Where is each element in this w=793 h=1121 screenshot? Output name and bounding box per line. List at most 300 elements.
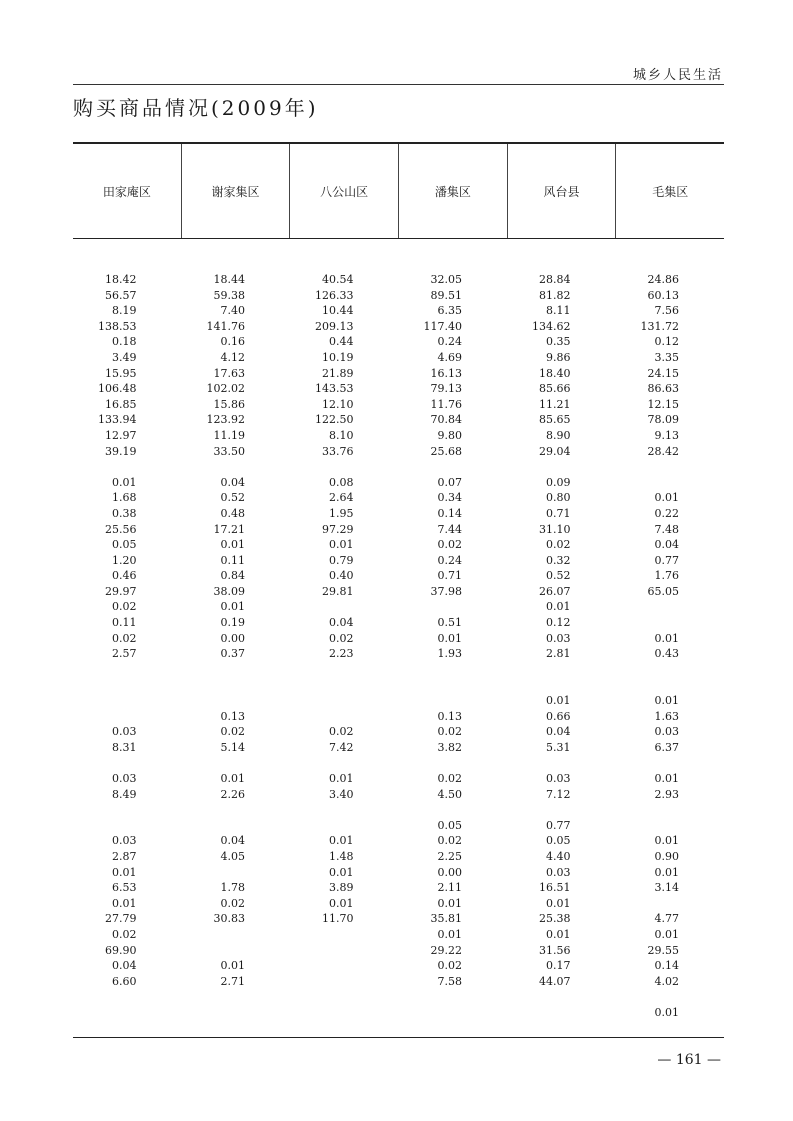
table-cell <box>290 709 399 725</box>
table-cell: 9.86 <box>546 350 571 364</box>
column-header: 八公山区 <box>289 144 398 238</box>
table-cell <box>290 943 399 959</box>
table-cell: 5.14 <box>220 740 245 754</box>
table-cell <box>182 1005 291 1021</box>
table-cell: 7.42 <box>329 740 354 754</box>
table-row <box>73 865 724 881</box>
table-cell: 9.13 <box>654 428 679 442</box>
table-cell <box>616 818 725 834</box>
table-row <box>73 444 724 460</box>
table-row <box>73 849 724 865</box>
table-row <box>73 631 724 647</box>
table-row <box>73 303 724 319</box>
column-header: 潘集区 <box>398 144 507 238</box>
table-cell: 69.90 <box>105 943 137 957</box>
table-cell: 60.13 <box>647 288 679 302</box>
table-cell: 25.38 <box>539 912 571 926</box>
table-cell: 16.13 <box>430 366 462 380</box>
table-cell: 18.44 <box>213 273 245 286</box>
table-cell: 97.29 <box>322 522 354 536</box>
table-cell: 0.01 <box>220 600 245 614</box>
table-cell: 0.48 <box>220 506 245 520</box>
table-row <box>73 288 724 304</box>
table-cell: 0.01 <box>654 834 679 848</box>
table-cell: 0.11 <box>112 616 137 630</box>
table-row <box>73 927 724 943</box>
table-row <box>73 412 724 428</box>
table-cell <box>290 927 399 943</box>
page-title: 购买商品情况(2009年) <box>73 96 319 120</box>
table-cell <box>290 818 399 834</box>
table-cell: 0.04 <box>220 475 245 489</box>
table-row <box>73 787 724 803</box>
table-cell: 11.21 <box>539 397 571 411</box>
table-row <box>73 397 724 413</box>
table-cell: 4.69 <box>437 350 462 364</box>
table-cell: 21.89 <box>322 366 354 380</box>
table-cell: 7.56 <box>654 304 679 318</box>
table-cell: 0.43 <box>654 647 679 661</box>
table-cell: 56.57 <box>105 288 137 302</box>
table-row <box>73 833 724 849</box>
row-spacer <box>73 677 724 693</box>
table-cell: 0.01 <box>329 834 354 848</box>
table-cell: 8.90 <box>546 428 571 442</box>
table-row <box>73 615 724 631</box>
table-cell: 0.01 <box>437 896 462 910</box>
table-cell: 29.97 <box>105 584 137 598</box>
table-cell: 131.72 <box>640 319 679 333</box>
table-cell: 0.01 <box>654 694 679 708</box>
table-cell: 8.11 <box>546 304 571 318</box>
data-table <box>73 142 724 1021</box>
table-cell: 25.56 <box>105 522 137 536</box>
table-cell: 0.02 <box>437 959 462 973</box>
table-cell: 18.42 <box>105 273 137 286</box>
table-cell: 134.62 <box>532 319 571 333</box>
table-row <box>73 693 724 709</box>
table-cell: 0.13 <box>437 709 462 723</box>
table-cell: 0.03 <box>546 631 571 645</box>
table-cell: 117.40 <box>423 319 462 333</box>
table-row <box>73 381 724 397</box>
table-cell: 70.84 <box>430 413 462 427</box>
table-cell <box>290 599 399 615</box>
table-cell: 2.57 <box>112 647 137 661</box>
table-cell: 18.40 <box>539 366 571 380</box>
table-row <box>73 740 724 756</box>
column-header: 风台县 <box>507 144 616 238</box>
table-cell: 31.10 <box>539 522 571 536</box>
table-cell: 1.48 <box>329 849 354 863</box>
table-cell: 0.40 <box>329 569 354 583</box>
table-cell: 8.49 <box>112 787 137 801</box>
table-cell: 15.95 <box>105 366 137 380</box>
table-cell: 0.01 <box>546 600 571 614</box>
table-cell: 29.55 <box>647 943 679 957</box>
table-row <box>73 646 724 662</box>
table-cell: 0.02 <box>437 834 462 848</box>
table-cell: 29.04 <box>539 444 571 458</box>
table-cell: 2.26 <box>220 787 245 801</box>
table-cell: 1.68 <box>112 491 137 505</box>
table-cell <box>616 615 725 631</box>
table-cell: 7.40 <box>220 304 245 318</box>
table-row <box>73 350 724 366</box>
table-cell: 0.51 <box>437 616 462 630</box>
table-cell: 31.56 <box>539 943 571 957</box>
table-cell <box>182 693 291 709</box>
table-row <box>73 911 724 927</box>
table-cell: 0.01 <box>220 538 245 552</box>
table-cell: 0.01 <box>112 475 137 489</box>
table-row <box>73 475 724 491</box>
table-cell: 0.12 <box>546 616 571 630</box>
table-cell: 0.01 <box>546 927 571 941</box>
table-cell: 0.01 <box>654 927 679 941</box>
table-cell <box>182 865 291 881</box>
table-cell: 0.00 <box>437 865 462 879</box>
table-cell: 1.76 <box>654 569 679 583</box>
table-cell: 0.01 <box>437 631 462 645</box>
table-cell <box>616 599 725 615</box>
table-row <box>73 334 724 350</box>
table-cell: 0.00 <box>220 631 245 645</box>
table-cell: 0.02 <box>112 631 137 645</box>
table-cell: 65.05 <box>647 584 679 598</box>
table-cell: 29.81 <box>322 584 354 598</box>
row-spacer <box>73 802 724 818</box>
table-cell: 0.03 <box>546 865 571 879</box>
table-cell: 0.01 <box>220 959 245 973</box>
table-cell: 0.03 <box>112 772 137 785</box>
table-cell <box>399 693 508 709</box>
table-cell <box>73 818 182 834</box>
table-cell: 17.21 <box>213 522 245 536</box>
table-cell: 0.01 <box>329 896 354 910</box>
table-row <box>73 896 724 912</box>
table-cell: 29.22 <box>430 943 462 957</box>
table-cell: 0.05 <box>546 834 571 848</box>
table-cell: 0.01 <box>220 772 245 785</box>
table-cell <box>507 1005 616 1021</box>
table-cell: 0.79 <box>329 553 354 567</box>
footer-rule <box>73 1037 724 1038</box>
table-cell: 0.05 <box>112 538 137 552</box>
table-cell: 37.98 <box>430 584 462 598</box>
table-cell: 0.01 <box>654 631 679 645</box>
table-cell: 7.48 <box>654 522 679 536</box>
table-cell: 0.03 <box>112 834 137 848</box>
table-row <box>73 724 724 740</box>
table-cell: 0.46 <box>112 569 137 583</box>
row-spacer <box>73 459 724 475</box>
table-cell: 0.02 <box>546 538 571 552</box>
table-row <box>73 428 724 444</box>
table-row <box>73 974 724 990</box>
table-cell: 123.92 <box>206 413 245 427</box>
table-cell: 141.76 <box>206 319 245 333</box>
table-cell: 1.95 <box>329 506 354 520</box>
table-cell <box>399 599 508 615</box>
table-cell: 1.20 <box>112 553 137 567</box>
table-cell: 0.01 <box>112 896 137 910</box>
table-cell: 85.65 <box>539 413 571 427</box>
table-cell: 2.64 <box>329 491 354 505</box>
table-cell: 6.35 <box>437 304 462 318</box>
running-head: 城乡人民生活 <box>632 68 723 83</box>
table-cell: 0.35 <box>546 335 571 349</box>
table-row <box>73 553 724 569</box>
table-row <box>73 943 724 959</box>
table-cell: 17.63 <box>213 366 245 380</box>
table-cell <box>399 1005 508 1021</box>
table-cell: 1.93 <box>437 647 462 661</box>
table-cell: 0.02 <box>220 725 245 739</box>
table-cell <box>290 958 399 974</box>
table-cell: 0.90 <box>654 849 679 863</box>
table-cell: 0.18 <box>112 335 137 349</box>
table-cell: 4.77 <box>654 912 679 926</box>
table-cell: 6.53 <box>112 881 137 895</box>
table-cell: 0.16 <box>220 335 245 349</box>
table-cell: 15.86 <box>213 397 245 411</box>
table-row <box>73 568 724 584</box>
table-cell: 10.44 <box>322 304 354 318</box>
table-cell: 0.24 <box>437 335 462 349</box>
table-cell: 4.02 <box>654 974 679 988</box>
table-cell: 16.51 <box>539 881 571 895</box>
table-cell: 0.77 <box>654 553 679 567</box>
table-cell: 133.94 <box>98 413 137 427</box>
table-cell: 28.42 <box>647 444 679 458</box>
table-cell: 4.12 <box>220 350 245 364</box>
table-cell: 0.04 <box>654 538 679 552</box>
table-cell: 0.01 <box>329 772 354 785</box>
table-cell: 0.02 <box>329 725 354 739</box>
table-cell: 27.79 <box>105 912 137 926</box>
page-number: — 161 — <box>657 1052 721 1068</box>
table-cell: 209.13 <box>315 319 354 333</box>
table-cell: 2.11 <box>437 881 462 895</box>
table-cell: 3.40 <box>329 787 354 801</box>
table-cell: 0.38 <box>112 506 137 520</box>
table-cell: 0.11 <box>220 553 245 567</box>
table-cell: 0.02 <box>220 896 245 910</box>
table-cell: 1.63 <box>654 709 679 723</box>
table-cell: 85.66 <box>539 382 571 396</box>
table-cell: 81.82 <box>539 288 571 302</box>
table-cell: 102.02 <box>206 382 245 396</box>
table-cell: 11.76 <box>430 397 462 411</box>
table-cell: 86.63 <box>647 382 679 396</box>
table-cell: 3.89 <box>329 881 354 895</box>
table-row <box>73 319 724 335</box>
table-cell: 0.02 <box>329 631 354 645</box>
table-cell <box>290 974 399 990</box>
table-cell: 2.71 <box>220 974 245 988</box>
table-cell: 26.07 <box>539 584 571 598</box>
table-cell <box>616 475 725 491</box>
table-cell <box>182 927 291 943</box>
table-row <box>73 880 724 896</box>
table-cell: 3.14 <box>654 881 679 895</box>
table-cell: 6.37 <box>654 740 679 754</box>
table-row <box>73 537 724 553</box>
table-cell: 0.01 <box>654 772 679 785</box>
table-cell: 4.40 <box>546 849 571 863</box>
table-cell: 4.05 <box>220 849 245 863</box>
table-cell: 1.78 <box>220 881 245 895</box>
table-cell: 6.60 <box>112 974 137 988</box>
table-cell: 7.12 <box>546 787 571 801</box>
table-cell: 122.50 <box>315 413 354 427</box>
table-cell: 11.19 <box>213 428 245 442</box>
table-cell: 0.01 <box>654 1005 679 1019</box>
table-cell: 2.25 <box>437 849 462 863</box>
table-cell: 0.04 <box>220 834 245 848</box>
table-cell: 89.51 <box>430 288 462 302</box>
table-cell: 0.04 <box>112 959 137 973</box>
table-cell: 0.84 <box>220 569 245 583</box>
table-cell: 0.44 <box>329 335 354 349</box>
table-cell: 0.13 <box>220 709 245 723</box>
table-cell: 0.02 <box>437 772 462 785</box>
table-cell: 0.71 <box>437 569 462 583</box>
table-cell: 2.87 <box>112 849 137 863</box>
table-cell: 12.97 <box>105 428 137 442</box>
table-cell: 24.15 <box>647 366 679 380</box>
table-cell: 0.66 <box>546 709 571 723</box>
table-cell: 0.34 <box>437 491 462 505</box>
table-cell: 12.10 <box>322 397 354 411</box>
table-cell <box>616 896 725 912</box>
table-cell: 38.09 <box>213 584 245 598</box>
table-cell: 24.86 <box>647 273 679 286</box>
table-cell: 40.54 <box>322 273 354 286</box>
table-cell <box>182 818 291 834</box>
table-cell: 0.37 <box>220 647 245 661</box>
table-cell: 2.93 <box>654 787 679 801</box>
table-cell <box>73 693 182 709</box>
table-cell: 0.03 <box>112 725 137 739</box>
table-cell: 11.70 <box>322 912 354 926</box>
table-cell: 0.02 <box>437 538 462 552</box>
column-header: 田家庵区 <box>102 184 151 199</box>
table-row <box>73 1005 724 1021</box>
column-header: 谢家集区 <box>181 144 290 238</box>
table-cell: 0.17 <box>546 959 571 973</box>
table-row <box>73 366 724 382</box>
table-row <box>73 709 724 725</box>
table-cell: 0.03 <box>654 725 679 739</box>
table-cell: 16.85 <box>105 397 137 411</box>
table-cell: 5.31 <box>546 740 571 754</box>
row-spacer <box>73 662 724 678</box>
column-header: 毛集区 <box>615 144 724 238</box>
table-cell <box>73 1005 182 1021</box>
table-cell: 0.14 <box>437 506 462 520</box>
table-cell: 0.01 <box>546 896 571 910</box>
row-spacer <box>73 755 724 771</box>
table-body <box>73 239 724 1021</box>
table-row <box>73 584 724 600</box>
table-cell: 25.68 <box>430 444 462 458</box>
table-cell: 0.01 <box>329 538 354 552</box>
table-cell: 39.19 <box>105 444 137 458</box>
table-cell: 78.09 <box>647 413 679 427</box>
table-cell: 106.48 <box>98 382 137 396</box>
table-cell: 3.49 <box>112 350 137 364</box>
table-row <box>73 272 724 288</box>
table-row <box>73 958 724 974</box>
table-cell: 0.04 <box>329 616 354 630</box>
table-row <box>73 506 724 522</box>
table-cell: 8.31 <box>112 740 137 754</box>
table-row <box>73 771 724 787</box>
table-row <box>73 599 724 615</box>
table-cell: 0.01 <box>654 865 679 879</box>
table-cell: 0.08 <box>329 475 354 489</box>
table-cell: 0.03 <box>546 772 571 785</box>
table-cell: 9.80 <box>437 428 462 442</box>
table-cell: 79.13 <box>430 382 462 396</box>
table-cell: 32.05 <box>430 273 462 286</box>
table-cell: 8.10 <box>329 428 354 442</box>
table-cell: 59.38 <box>213 288 245 302</box>
table-cell <box>290 1005 399 1021</box>
table-cell: 7.58 <box>437 974 462 988</box>
table-cell: 138.53 <box>98 319 137 333</box>
table-cell: 0.01 <box>654 491 679 505</box>
table-cell: 10.19 <box>322 350 354 364</box>
table-cell: 12.15 <box>647 397 679 411</box>
table-cell: 2.23 <box>329 647 354 661</box>
table-cell: 0.77 <box>546 818 571 832</box>
table-cell: 4.50 <box>437 787 462 801</box>
table-cell: 0.24 <box>437 553 462 567</box>
table-cell: 7.44 <box>437 522 462 536</box>
table-cell <box>182 943 291 959</box>
table-cell <box>290 693 399 709</box>
table-cell: 0.32 <box>546 553 571 567</box>
table-cell: 0.12 <box>654 335 679 349</box>
table-cell: 0.04 <box>546 725 571 739</box>
header-rule <box>73 84 724 85</box>
table-header <box>73 142 724 239</box>
row-spacer <box>73 989 724 1005</box>
table-cell: 30.83 <box>213 912 245 926</box>
table-cell: 0.14 <box>654 959 679 973</box>
table-cell: 2.81 <box>546 647 571 661</box>
table-cell: 0.07 <box>437 475 462 489</box>
table-cell: 0.01 <box>546 694 571 708</box>
table-cell: 3.82 <box>437 740 462 754</box>
table-cell: 28.84 <box>539 273 571 286</box>
table-cell: 0.52 <box>546 569 571 583</box>
table-cell: 0.09 <box>546 475 571 489</box>
table-cell: 0.02 <box>437 725 462 739</box>
table-row <box>73 818 724 834</box>
table-cell: 3.35 <box>654 350 679 364</box>
table-cell: 143.53 <box>315 382 354 396</box>
table-cell: 0.52 <box>220 491 245 505</box>
table-cell: 0.05 <box>437 818 462 832</box>
table-cell: 8.19 <box>112 304 137 318</box>
table-cell: 33.50 <box>213 444 245 458</box>
table-cell: 33.76 <box>322 444 354 458</box>
table-cell: 35.81 <box>430 912 462 926</box>
